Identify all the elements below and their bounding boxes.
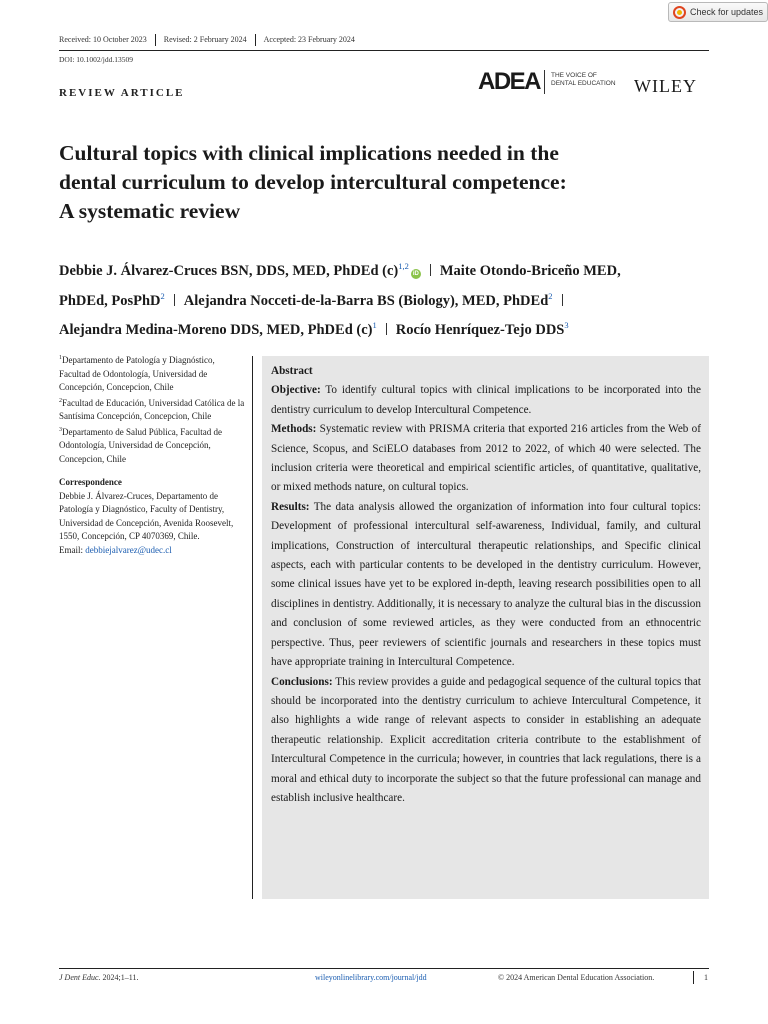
title-line: A systematic review <box>59 199 241 223</box>
abstract-box <box>262 356 709 899</box>
author-name[interactable]: Rocío Henríquez-Tejo DDS <box>395 322 565 338</box>
email-link[interactable]: debbiejalvarez@udec.cl <box>85 544 172 555</box>
header-rule <box>59 50 709 51</box>
author-affiliation-sup[interactable]: 3 <box>564 320 569 330</box>
page-number: 1 <box>704 973 708 982</box>
journal-citation <box>59 973 138 982</box>
copyright: © 2024 American Dental Education Association. <box>498 973 655 982</box>
abstract-conclusions <box>271 673 701 809</box>
footer-rule <box>59 968 709 969</box>
adea-tagline-line: DENTAL EDUCATION <box>551 80 616 87</box>
affiliation-number: 2 <box>59 397 62 404</box>
author-separator <box>386 323 387 335</box>
affiliation-number: 1 <box>59 355 62 361</box>
objective-label: Objective: <box>271 384 321 397</box>
abstract-methods <box>271 420 701 498</box>
author-affiliation-sup[interactable]: 1 <box>372 320 377 330</box>
author-affiliation-sup[interactable]: 2 <box>548 290 553 301</box>
author-affiliation-sup[interactable]: 1,2 <box>398 261 409 271</box>
article-type: REVIEW ARTICLE <box>59 87 185 99</box>
correspondence-email <box>59 544 245 558</box>
affiliation <box>59 352 245 395</box>
objective-text: To identify cultural topics with clinical implications to be incorporated into the dentistry curriculum to develop Intercultural Competence. <box>271 384 701 416</box>
abstract-objective <box>271 381 701 420</box>
author-name[interactable]: Debbie J. Álvarez-Cruces BSN, DDS, MED, PhDEd (c) <box>59 263 399 279</box>
affiliations-sidebar <box>59 352 245 557</box>
title-line: dental curriculum to develop intercultural competence: <box>59 170 567 194</box>
author-affiliation-sup[interactable]: 2 <box>160 290 165 301</box>
revised-date: Revised: 2 February 2024 <box>155 34 255 46</box>
adea-logo: ADEA <box>478 68 541 95</box>
author-name[interactable]: Alejandra Nocceti-de-la-Barra BS (Biology), MED, PhDEd <box>183 292 549 309</box>
author-line <box>59 284 714 314</box>
crossmark-icon <box>673 6 686 19</box>
check-for-updates-button[interactable] <box>668 2 768 22</box>
correspondence-text: Debbie J. Álvarez-Cruces, Departamento de Patología y Diagnóstico, Faculty of Dentistry, Universidad de Concepción, Avenida Roosevelt, 1550, Concepción, CP 4070369, Chile. <box>59 490 234 541</box>
article-title <box>59 139 699 226</box>
results-text: The data analysis allowed the organization of information into four cultural topics: Development of professional intercultural self-awareness, Individual, family, and cultural implications, Construction of intercultural therapeutic relationships, and Specific clinical aspects, each with particular contents to be developed in the dentistry curriculum. However, some clinical issues have yet to be explored in-depth, leaving research possibilities open to all disciplines in dentistry. Additionally, it is necessary to analyze the cultural bias in the discussion and conclusion of some reviewed articles, as they were conducted from an ethnocentric perspective. Thus, peer reviewers of scientific journals and researchers in these topics must have appropriate training in Intercultural Competence. <box>271 500 701 669</box>
check-for-updates-label: Check for updates <box>690 7 764 17</box>
conclusions-label: Conclusions: <box>271 675 333 688</box>
author-line <box>59 254 714 284</box>
accepted-date: Accepted: 23 February 2024 <box>255 34 363 46</box>
adea-tagline-line: THE VOICE OF <box>551 72 597 79</box>
results-label: Results: <box>271 500 310 513</box>
abstract-heading: Abstract <box>271 365 313 377</box>
received-date: Received: 10 October 2023 <box>59 35 147 44</box>
page-number-separator <box>693 971 694 984</box>
author-separator <box>430 264 431 276</box>
author-line <box>59 313 714 343</box>
affiliation-text: Departamento de Salud Pública, Facultad de Odontología, Universidad de Concepción, Concepcion, Chile <box>59 426 222 464</box>
article-dates <box>59 34 363 46</box>
journal-name: J Dent Educ. <box>59 973 101 982</box>
conclusions-text: This review provides a guide and pedagogical sequence of the cultural topics that should be incorporated into the dentistry curriculum to achieve Intercultural Competence, it also highlights a wide range of relevant aspects to consider in establishing an adequate therapeutic relationship. Explicit accreditation criteria contribute to the establishment of Intercultural Competence in the curricula; however, in countries that lack regulations, there is a moral and ethical duty to incorporate the subject so that the future professional can manage and establish inclusive healthcare. <box>271 675 701 804</box>
methods-label: Methods: <box>271 423 317 436</box>
logo-divider <box>544 70 545 94</box>
methods-text: Systematic review with PRISMA criteria that exported 216 articles from the Web of Science, Scopus, and SciELO databases from 2012 to 2022, of which 40 were selected. The inclusion criteria were theoretical and empirical scientific articles, of quantitative, qualitative, or mixed methods nature, on cultural topics. <box>271 423 701 494</box>
email-label: Email: <box>59 544 86 555</box>
sidebar-rule <box>252 356 253 899</box>
affiliation-text: Facultad de Educación, Universidad Católica de la Santísima Concepción, Concepcion, Chile <box>59 397 245 421</box>
author-separator <box>562 294 563 306</box>
affiliation <box>59 395 245 424</box>
orcid-icon[interactable]: iD <box>412 271 419 277</box>
author-name[interactable]: PhDEd, PosPhD <box>59 292 161 309</box>
adea-tagline <box>551 72 631 88</box>
abstract-results <box>271 498 701 673</box>
author-name[interactable]: Alejandra Medina-Moreno DDS, MED, PhDEd (c) <box>59 322 373 338</box>
journal-url-link[interactable]: wileyonlinelibrary.com/journal/jdd <box>315 973 427 982</box>
correspondence-heading: Correspondence <box>59 477 122 487</box>
wiley-logo: WILEY <box>634 76 697 96</box>
author-list <box>59 254 714 343</box>
affiliation-text: Departamento de Patología y Diagnóstico, Facultad de Odontología, Universidad de Concepción, Concepcion, Chile <box>59 355 215 392</box>
journal-info: 2024;1–11. <box>100 973 139 982</box>
affiliation <box>59 424 245 467</box>
doi: DOI: 10.1002/jdd.13509 <box>59 55 133 64</box>
affiliation-number: 3 <box>59 426 62 433</box>
author-separator <box>174 294 175 306</box>
title-line: Cultural topics with clinical implications needed in the <box>59 141 559 165</box>
author-name[interactable]: Maite Otondo-Briceño MED, <box>439 263 621 279</box>
